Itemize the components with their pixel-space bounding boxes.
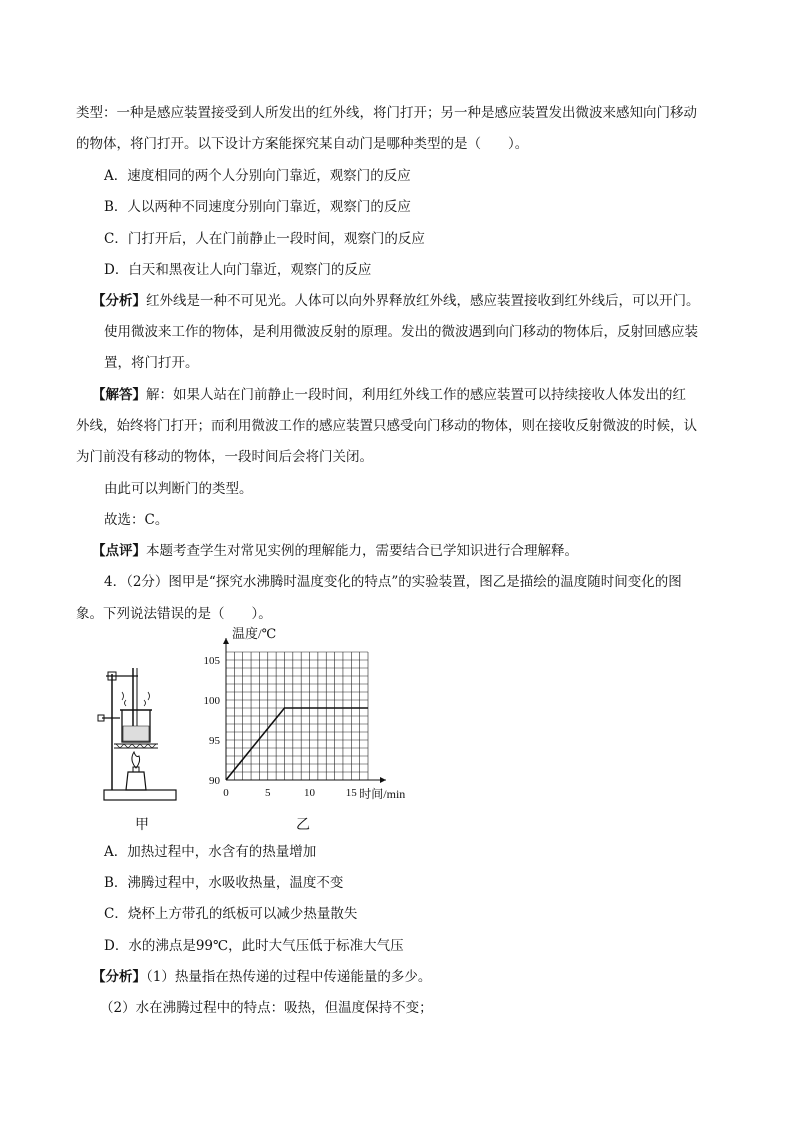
q3-review	[92, 542, 578, 560]
figure-a-label: 甲	[135, 817, 149, 833]
q4-option-a: A．加热过程中，水含有的热量增加	[104, 844, 317, 860]
q3-option-b: B．人以两种不同速度分别向门靠近，观察门的反应	[104, 199, 411, 215]
q4-analysis-line-2: （2）水在沸腾过程中的特点：吸热，但温度保持不变；	[100, 1000, 433, 1016]
q4-analysis-line-1	[92, 968, 431, 986]
x-tick-label: 5	[265, 787, 271, 799]
review-text: 本题考查学生对常见实例的理解能力，需要结合已学知识进行合理解释。	[146, 543, 578, 559]
x-axis-arrow	[380, 777, 386, 783]
q3-analysis-line-1	[92, 292, 700, 310]
q4-text-line-1: 4．（2分）图甲是“探究水沸腾时温度变化的特点”的实验装置，图乙是描绘的温度随时间变化的图	[104, 574, 682, 590]
q3-answer-line-2: 外线，始终将门打开；而利用微波工作的感应装置只感受向门移动的物体，则在接收反射微波的时候，认	[76, 418, 697, 434]
answer-tag: 【解答】	[92, 387, 146, 403]
y-axis-label: 温度/℃	[232, 626, 277, 641]
temperature-series-line	[226, 708, 368, 780]
q3-answer-line-3: 为门前没有移动的物体，一段时间后会将门关闭。	[76, 449, 373, 465]
y-tick-label: 95	[209, 735, 220, 747]
x-tick-label: 10	[304, 787, 316, 799]
analysis-text: 红外线是一种不可见光。人体可以向外界释放红外线，感应装置接收到红外线后，可以开门。	[146, 293, 700, 309]
x-tick-label: 15	[345, 787, 357, 799]
apparatus-figure	[96, 660, 186, 805]
q3-option-c: C．门打开后，人在门前静止一段时间，观察门的反应	[104, 231, 425, 247]
figure-b-label: 乙	[296, 817, 310, 833]
q3-text-line-2: 的物体，将门打开。以下设计方案能探究某自动门是哪种类型的是（ ）。	[76, 136, 529, 152]
q3-analysis-line-3: 置，将门打开。	[104, 355, 199, 371]
temperature-time-chart	[196, 622, 426, 812]
q4-option-b: B．沸腾过程中，水吸收热量，温度不变	[104, 875, 344, 891]
answer-text: 解：如果人站在门前静止一段时间，利用红外线工作的感应装置可以持续接收人体发出的红	[146, 387, 686, 403]
y-axis-arrow	[223, 638, 229, 644]
q3-text-line-1: 类型：一种是感应装置接受到人所发出的红外线，将门打开；另一种是感应装置发出微波来感知向门移动	[76, 105, 697, 121]
q4-analysis-text: （1）热量指在热传递的过程中传递能量的多少。	[146, 969, 432, 985]
x-tick-label: 0	[223, 787, 229, 799]
q4-option-c: C．烧杯上方带孔的纸板可以减少热量散失	[104, 906, 358, 922]
y-tick-label: 100	[203, 695, 220, 707]
q3-answer-line-1	[92, 386, 686, 404]
q3-option-a: A．速度相同的两个人分别向门靠近，观察门的反应	[104, 168, 411, 184]
y-tick-label: 90	[209, 775, 220, 787]
review-tag: 【点评】	[92, 543, 146, 559]
x-axis-label: 时间/min	[359, 787, 406, 801]
q4-text-line-2: 象。下列说法错误的是（ ）。	[76, 606, 272, 622]
analysis-tag: 【分析】	[92, 293, 146, 309]
y-tick-label: 105	[203, 655, 220, 667]
q3-choice: 故选：C。	[104, 512, 169, 528]
q3-answer-line-4: 由此可以判断门的类型。	[104, 481, 253, 497]
q3-option-d: D．白天和黑夜让人向门靠近，观察门的反应	[104, 262, 372, 278]
q3-analysis-line-2: 使用微波来工作的物体，是利用微波反射的原理。发出的微波遇到向门移动的物体后，反射回感应装	[104, 324, 698, 340]
q4-option-d: D．水的沸点是99℃，此时大气压低于标准大气压	[104, 938, 404, 954]
q4-analysis-tag: 【分析】	[92, 969, 146, 985]
